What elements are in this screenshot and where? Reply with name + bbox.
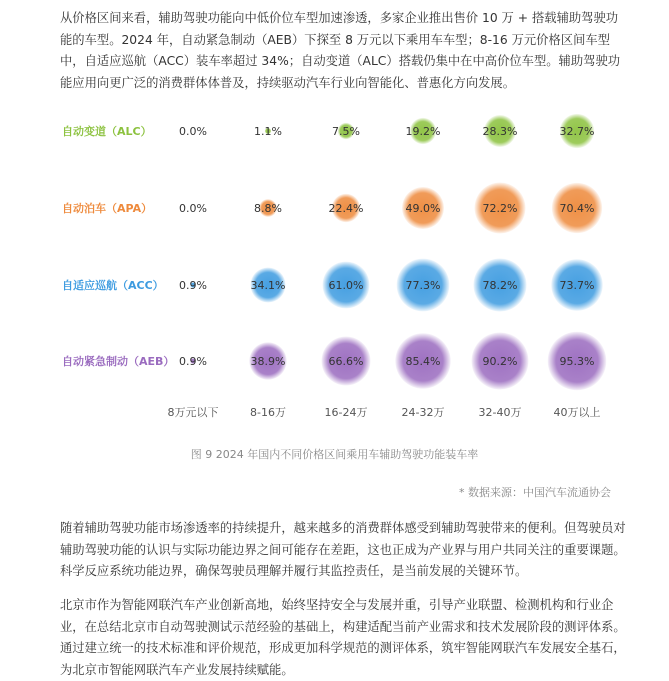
bubble-value-label: 7.5%	[332, 125, 360, 138]
intro-paragraph: 从价格区间来看，辅助驾驶功能向中低价位车型加速渗透，多家企业推出售价 10 万 + 搭载辅助驾驶功能的车型。2024 年，自动紧急制动（AEB）下探至 8 万元以下乘用车车型；8-16 万元价格区间车型中，自适应巡航（ACC）装车率超过 34%；自动变道（ALC）搭载仍集中在中高价位车型。辅助驾驶功能应用向更广泛的消费群体体普及，持续驱动汽车行业向智能化、普惠化方向发展。	[60, 11, 621, 90]
bubble-value-label: 85.4%	[405, 355, 441, 368]
bubble-value-label: 34.1%	[250, 279, 286, 292]
row-label: 自动紧急制动（AEB）	[62, 355, 175, 368]
bubble-value-label: 0.9%	[179, 279, 207, 292]
bubble-value-label: 66.6%	[328, 355, 364, 368]
row-label: 自动泊车（APA）	[62, 202, 153, 215]
bubble-value-label: 61.0%	[328, 279, 364, 292]
bubble-value-label: 0.0%	[179, 125, 207, 138]
category-label: 32-40万	[478, 406, 522, 419]
bubble-value-label: 73.7%	[559, 279, 595, 292]
bubble-value-label: 70.4%	[559, 202, 595, 215]
bubble-value-label: 19.2%	[405, 125, 441, 138]
category-label: 40万以上	[553, 406, 601, 419]
figure-caption: 图 9 2024 年国内不同价格区间乘用车辅助驾驶功能装车率	[190, 448, 479, 461]
bubble-value-label: 0.0%	[179, 202, 207, 215]
bubble-value-label: 28.3%	[482, 125, 518, 138]
category-label: 16-24万	[324, 406, 368, 419]
bubble-value-label: 1.1%	[254, 125, 282, 138]
row-label: 自动变道（ALC）	[62, 125, 152, 138]
row-label: 自适应巡航（ACC）	[62, 279, 164, 292]
bubble-value-label: 49.0%	[405, 202, 441, 215]
bubble-value-label: 90.2%	[482, 355, 518, 368]
category-label: 24-32万	[401, 406, 445, 419]
body-paragraph-1: 随着辅助驾驶功能市场渗透率的持续提升，越来越多的消费群体感受到辅助驾驶带来的便利。但驾驶员对辅助驾驶功能的认识与实际功能边界之间可能存在差距，这也正成为产业界与用户共同关注的重要课题。科学反应系统功能边界，确保驾驶员理解并履行其监控责任，是当前发展的关键环节。	[60, 521, 626, 578]
body-paragraph-2: 北京市作为智能网联汽车产业创新高地，始终坚持安全与发展并重，引导产业联盟、检测机构和行业企业，在总结北京市自动驾驶测试示范经验的基础上，构建适配当前产业需求和技术发展阶段的测评体系。通过建立统一的技术标准和评价规范，形成更加科学规范的测评体系，筑牢智能网联汽车发展安全基石，为北京市智能网联汽车产业发展持续赋能。	[60, 598, 626, 677]
bubble-value-label: 32.7%	[559, 125, 595, 138]
bubble-value-label: 72.2%	[482, 202, 518, 215]
category-label: 8-16万	[250, 406, 286, 419]
data-source: * 数据来源：中国汽车流通协会	[459, 486, 611, 499]
bubble-value-label: 0.9%	[179, 355, 207, 368]
bubble-value-label: 95.3%	[559, 355, 595, 368]
bubble-value-label: 38.9%	[250, 355, 286, 368]
bubble-value-label: 8.8%	[254, 202, 282, 215]
bubble-value-label: 77.3%	[405, 279, 441, 292]
bubble-value-label: 78.2%	[482, 279, 518, 292]
category-label: 8万元以下	[167, 406, 219, 419]
bubble-value-label: 22.4%	[328, 202, 364, 215]
